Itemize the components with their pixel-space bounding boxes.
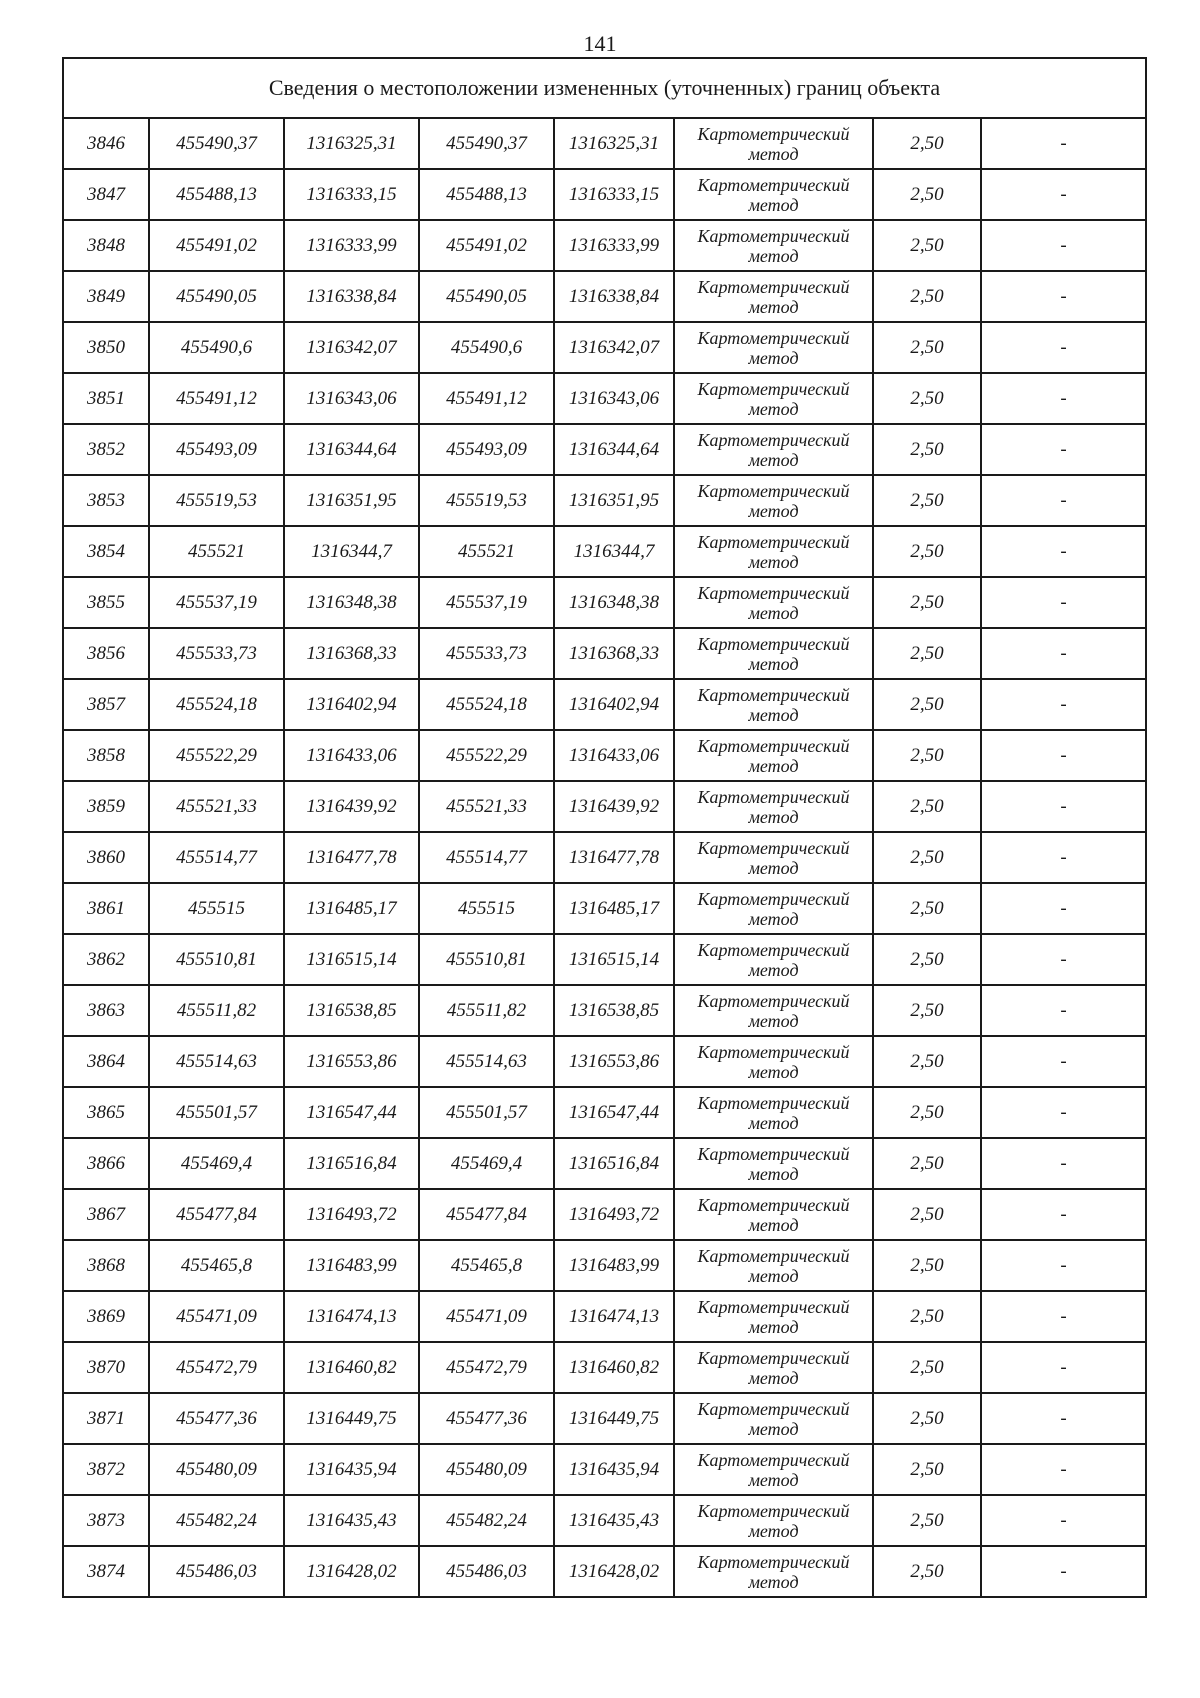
accuracy-cell: 2,50 [873, 220, 981, 271]
y-new-cell: 1316435,43 [554, 1495, 674, 1546]
accuracy-cell: 2,50 [873, 832, 981, 883]
table-row [63, 781, 1146, 832]
description-cell: - [981, 169, 1146, 220]
y-new-cell: 1316338,84 [554, 271, 674, 322]
accuracy-cell: 2,50 [873, 1087, 981, 1138]
y-new-cell: 1316342,07 [554, 322, 674, 373]
y-new-cell: 1316538,85 [554, 985, 674, 1036]
point-number-cell: 3858 [63, 730, 149, 781]
x-old-cell: 455514,77 [149, 832, 284, 883]
table-row [63, 628, 1146, 679]
x-new-cell: 455477,36 [419, 1393, 554, 1444]
method-cell: Картометрический метод [674, 1240, 873, 1291]
point-number-cell: 3864 [63, 1036, 149, 1087]
x-new-cell: 455471,09 [419, 1291, 554, 1342]
y-new-cell: 1316493,72 [554, 1189, 674, 1240]
y-old-cell: 1316435,43 [284, 1495, 419, 1546]
y-old-cell: 1316477,78 [284, 832, 419, 883]
y-old-cell: 1316493,72 [284, 1189, 419, 1240]
method-cell: Картометрический метод [674, 730, 873, 781]
x-new-cell: 455465,8 [419, 1240, 554, 1291]
description-cell: - [981, 577, 1146, 628]
method-cell: Картометрический метод [674, 1087, 873, 1138]
point-number-cell: 3861 [63, 883, 149, 934]
method-cell: Картометрический метод [674, 1393, 873, 1444]
x-old-cell: 455490,37 [149, 118, 284, 169]
y-old-cell: 1316474,13 [284, 1291, 419, 1342]
x-new-cell: 455537,19 [419, 577, 554, 628]
table-row [63, 526, 1146, 577]
method-cell: Картометрический метод [674, 934, 873, 985]
y-new-cell: 1316516,84 [554, 1138, 674, 1189]
y-old-cell: 1316342,07 [284, 322, 419, 373]
x-new-cell: 455510,81 [419, 934, 554, 985]
y-old-cell: 1316333,99 [284, 220, 419, 271]
x-new-cell: 455491,02 [419, 220, 554, 271]
description-cell: - [981, 1036, 1146, 1087]
y-new-cell: 1316343,06 [554, 373, 674, 424]
method-cell: Картометрический метод [674, 1342, 873, 1393]
point-number-cell: 3873 [63, 1495, 149, 1546]
y-new-cell: 1316333,99 [554, 220, 674, 271]
description-cell: - [981, 1087, 1146, 1138]
description-cell: - [981, 934, 1146, 985]
y-new-cell: 1316333,15 [554, 169, 674, 220]
table-row [63, 1342, 1146, 1393]
method-cell: Картометрический метод [674, 424, 873, 475]
x-old-cell: 455490,6 [149, 322, 284, 373]
y-old-cell: 1316348,38 [284, 577, 419, 628]
y-new-cell: 1316402,94 [554, 679, 674, 730]
description-cell: - [981, 730, 1146, 781]
table-row [63, 832, 1146, 883]
description-cell: - [981, 679, 1146, 730]
table-row [63, 169, 1146, 220]
method-cell: Картометрический метод [674, 322, 873, 373]
x-new-cell: 455519,53 [419, 475, 554, 526]
y-new-cell: 1316547,44 [554, 1087, 674, 1138]
x-old-cell: 455482,24 [149, 1495, 284, 1546]
x-old-cell: 455537,19 [149, 577, 284, 628]
table-row [63, 1546, 1146, 1597]
y-old-cell: 1316516,84 [284, 1138, 419, 1189]
method-cell: Картометрический метод [674, 1189, 873, 1240]
x-old-cell: 455490,05 [149, 271, 284, 322]
description-cell: - [981, 883, 1146, 934]
table-row [63, 1087, 1146, 1138]
accuracy-cell: 2,50 [873, 628, 981, 679]
x-old-cell: 455519,53 [149, 475, 284, 526]
description-cell: - [981, 475, 1146, 526]
y-old-cell: 1316485,17 [284, 883, 419, 934]
method-cell: Картометрический метод [674, 577, 873, 628]
x-old-cell: 455533,73 [149, 628, 284, 679]
y-old-cell: 1316439,92 [284, 781, 419, 832]
y-new-cell: 1316477,78 [554, 832, 674, 883]
point-number-cell: 3868 [63, 1240, 149, 1291]
table-row [63, 220, 1146, 271]
point-number-cell: 3866 [63, 1138, 149, 1189]
description-cell: - [981, 832, 1146, 883]
y-new-cell: 1316449,75 [554, 1393, 674, 1444]
table-body [63, 58, 1146, 1597]
accuracy-cell: 2,50 [873, 1495, 981, 1546]
table-row [63, 322, 1146, 373]
x-old-cell: 455514,63 [149, 1036, 284, 1087]
method-cell: Картометрический метод [674, 1291, 873, 1342]
y-new-cell: 1316351,95 [554, 475, 674, 526]
point-number-cell: 3859 [63, 781, 149, 832]
description-cell: - [981, 322, 1146, 373]
y-new-cell: 1316428,02 [554, 1546, 674, 1597]
y-old-cell: 1316344,64 [284, 424, 419, 475]
method-cell: Картометрический метод [674, 1036, 873, 1087]
y-old-cell: 1316325,31 [284, 118, 419, 169]
y-old-cell: 1316483,99 [284, 1240, 419, 1291]
method-cell: Картометрический метод [674, 373, 873, 424]
x-old-cell: 455510,81 [149, 934, 284, 985]
accuracy-cell: 2,50 [873, 934, 981, 985]
description-cell: - [981, 1342, 1146, 1393]
point-number-cell: 3860 [63, 832, 149, 883]
accuracy-cell: 2,50 [873, 1240, 981, 1291]
x-old-cell: 455521,33 [149, 781, 284, 832]
y-new-cell: 1316325,31 [554, 118, 674, 169]
x-new-cell: 455486,03 [419, 1546, 554, 1597]
point-number-cell: 3867 [63, 1189, 149, 1240]
y-old-cell: 1316333,15 [284, 169, 419, 220]
method-cell: Картометрический метод [674, 679, 873, 730]
x-old-cell: 455491,12 [149, 373, 284, 424]
accuracy-cell: 2,50 [873, 1291, 981, 1342]
description-cell: - [981, 1393, 1146, 1444]
table-row [63, 271, 1146, 322]
x-old-cell: 455486,03 [149, 1546, 284, 1597]
boundary-coordinates-table [62, 57, 1147, 1598]
method-cell: Картометрический метод [674, 781, 873, 832]
accuracy-cell: 2,50 [873, 1036, 981, 1087]
table-row [63, 1036, 1146, 1087]
table-row [63, 730, 1146, 781]
x-old-cell: 455515 [149, 883, 284, 934]
x-old-cell: 455493,09 [149, 424, 284, 475]
point-number-cell: 3871 [63, 1393, 149, 1444]
x-new-cell: 455514,77 [419, 832, 554, 883]
accuracy-cell: 2,50 [873, 1393, 981, 1444]
point-number-cell: 3857 [63, 679, 149, 730]
x-new-cell: 455522,29 [419, 730, 554, 781]
x-old-cell: 455465,8 [149, 1240, 284, 1291]
x-old-cell: 455522,29 [149, 730, 284, 781]
accuracy-cell: 2,50 [873, 1546, 981, 1597]
y-new-cell: 1316348,38 [554, 577, 674, 628]
accuracy-cell: 2,50 [873, 1138, 981, 1189]
point-number-cell: 3855 [63, 577, 149, 628]
x-old-cell: 455521 [149, 526, 284, 577]
description-cell: - [981, 271, 1146, 322]
y-new-cell: 1316435,94 [554, 1444, 674, 1495]
y-old-cell: 1316435,94 [284, 1444, 419, 1495]
x-new-cell: 455524,18 [419, 679, 554, 730]
accuracy-cell: 2,50 [873, 271, 981, 322]
accuracy-cell: 2,50 [873, 424, 981, 475]
y-new-cell: 1316344,64 [554, 424, 674, 475]
x-old-cell: 455471,09 [149, 1291, 284, 1342]
x-new-cell: 455521,33 [419, 781, 554, 832]
table-row [63, 1240, 1146, 1291]
y-old-cell: 1316344,7 [284, 526, 419, 577]
y-old-cell: 1316338,84 [284, 271, 419, 322]
x-old-cell: 455477,36 [149, 1393, 284, 1444]
description-cell: - [981, 1291, 1146, 1342]
y-old-cell: 1316515,14 [284, 934, 419, 985]
x-new-cell: 455469,4 [419, 1138, 554, 1189]
description-cell: - [981, 1444, 1146, 1495]
description-cell: - [981, 118, 1146, 169]
point-number-cell: 3872 [63, 1444, 149, 1495]
description-cell: - [981, 526, 1146, 577]
point-number-cell: 3865 [63, 1087, 149, 1138]
accuracy-cell: 2,50 [873, 883, 981, 934]
description-cell: - [981, 781, 1146, 832]
accuracy-cell: 2,50 [873, 679, 981, 730]
point-number-cell: 3870 [63, 1342, 149, 1393]
method-cell: Картометрический метод [674, 1138, 873, 1189]
table-row [63, 1291, 1146, 1342]
description-cell: - [981, 220, 1146, 271]
y-old-cell: 1316368,33 [284, 628, 419, 679]
method-cell: Картометрический метод [674, 220, 873, 271]
x-old-cell: 455477,84 [149, 1189, 284, 1240]
x-new-cell: 455511,82 [419, 985, 554, 1036]
x-new-cell: 455477,84 [419, 1189, 554, 1240]
point-number-cell: 3850 [63, 322, 149, 373]
method-cell: Картометрический метод [674, 475, 873, 526]
point-number-cell: 3856 [63, 628, 149, 679]
description-cell: - [981, 985, 1146, 1036]
y-old-cell: 1316343,06 [284, 373, 419, 424]
y-new-cell: 1316515,14 [554, 934, 674, 985]
point-number-cell: 3848 [63, 220, 149, 271]
x-old-cell: 455472,79 [149, 1342, 284, 1393]
table-row [63, 475, 1146, 526]
point-number-cell: 3862 [63, 934, 149, 985]
x-new-cell: 455490,6 [419, 322, 554, 373]
y-new-cell: 1316553,86 [554, 1036, 674, 1087]
x-old-cell: 455469,4 [149, 1138, 284, 1189]
accuracy-cell: 2,50 [873, 322, 981, 373]
point-number-cell: 3874 [63, 1546, 149, 1597]
method-cell: Картометрический метод [674, 271, 873, 322]
accuracy-cell: 2,50 [873, 1342, 981, 1393]
accuracy-cell: 2,50 [873, 526, 981, 577]
method-cell: Картометрический метод [674, 1444, 873, 1495]
description-cell: - [981, 1546, 1146, 1597]
point-number-cell: 3854 [63, 526, 149, 577]
method-cell: Картометрический метод [674, 169, 873, 220]
x-new-cell: 455515 [419, 883, 554, 934]
point-number-cell: 3846 [63, 118, 149, 169]
description-cell: - [981, 424, 1146, 475]
method-cell: Картометрический метод [674, 526, 873, 577]
x-new-cell: 455488,13 [419, 169, 554, 220]
accuracy-cell: 2,50 [873, 118, 981, 169]
x-old-cell: 455488,13 [149, 169, 284, 220]
table-row [63, 118, 1146, 169]
table-row [63, 1189, 1146, 1240]
x-old-cell: 455480,09 [149, 1444, 284, 1495]
x-new-cell: 455533,73 [419, 628, 554, 679]
table-row [63, 1393, 1146, 1444]
y-new-cell: 1316439,92 [554, 781, 674, 832]
accuracy-cell: 2,50 [873, 373, 981, 424]
x-new-cell: 455501,57 [419, 1087, 554, 1138]
y-old-cell: 1316402,94 [284, 679, 419, 730]
y-old-cell: 1316351,95 [284, 475, 419, 526]
method-cell: Картометрический метод [674, 1495, 873, 1546]
x-new-cell: 455480,09 [419, 1444, 554, 1495]
method-cell: Картометрический метод [674, 832, 873, 883]
table-title: Сведения о местоположении измененных (уточненных) границ объекта [63, 58, 1146, 118]
table-row [63, 679, 1146, 730]
description-cell: - [981, 1240, 1146, 1291]
point-number-cell: 3869 [63, 1291, 149, 1342]
method-cell: Картометрический метод [674, 985, 873, 1036]
description-cell: - [981, 373, 1146, 424]
x-new-cell: 455490,37 [419, 118, 554, 169]
accuracy-cell: 2,50 [873, 781, 981, 832]
point-number-cell: 3847 [63, 169, 149, 220]
accuracy-cell: 2,50 [873, 1189, 981, 1240]
y-old-cell: 1316449,75 [284, 1393, 419, 1444]
table-row [63, 1444, 1146, 1495]
method-cell: Картометрический метод [674, 118, 873, 169]
description-cell: - [981, 1189, 1146, 1240]
table-row [63, 1138, 1146, 1189]
table-row [63, 424, 1146, 475]
table-row [63, 373, 1146, 424]
y-new-cell: 1316460,82 [554, 1342, 674, 1393]
x-old-cell: 455501,57 [149, 1087, 284, 1138]
accuracy-cell: 2,50 [873, 577, 981, 628]
description-cell: - [981, 1138, 1146, 1189]
accuracy-cell: 2,50 [873, 475, 981, 526]
y-old-cell: 1316538,85 [284, 985, 419, 1036]
x-new-cell: 455490,05 [419, 271, 554, 322]
table-row [63, 934, 1146, 985]
description-cell: - [981, 1495, 1146, 1546]
y-old-cell: 1316428,02 [284, 1546, 419, 1597]
table-row [63, 577, 1146, 628]
x-new-cell: 455472,79 [419, 1342, 554, 1393]
accuracy-cell: 2,50 [873, 730, 981, 781]
table-row [63, 883, 1146, 934]
point-number-cell: 3852 [63, 424, 149, 475]
accuracy-cell: 2,50 [873, 985, 981, 1036]
point-number-cell: 3853 [63, 475, 149, 526]
page-number: 141 [583, 31, 617, 56]
y-new-cell: 1316433,06 [554, 730, 674, 781]
x-old-cell: 455524,18 [149, 679, 284, 730]
accuracy-cell: 2,50 [873, 1444, 981, 1495]
x-new-cell: 455491,12 [419, 373, 554, 424]
y-new-cell: 1316483,99 [554, 1240, 674, 1291]
point-number-cell: 3851 [63, 373, 149, 424]
y-old-cell: 1316433,06 [284, 730, 419, 781]
x-new-cell: 455482,24 [419, 1495, 554, 1546]
y-new-cell: 1316344,7 [554, 526, 674, 577]
table-row [63, 1495, 1146, 1546]
table-row [63, 985, 1146, 1036]
y-old-cell: 1316553,86 [284, 1036, 419, 1087]
y-old-cell: 1316460,82 [284, 1342, 419, 1393]
y-new-cell: 1316474,13 [554, 1291, 674, 1342]
point-number-cell: 3849 [63, 271, 149, 322]
x-new-cell: 455521 [419, 526, 554, 577]
accuracy-cell: 2,50 [873, 169, 981, 220]
x-old-cell: 455491,02 [149, 220, 284, 271]
x-old-cell: 455511,82 [149, 985, 284, 1036]
description-cell: - [981, 628, 1146, 679]
x-new-cell: 455514,63 [419, 1036, 554, 1087]
point-number-cell: 3863 [63, 985, 149, 1036]
method-cell: Картометрический метод [674, 1546, 873, 1597]
x-new-cell: 455493,09 [419, 424, 554, 475]
method-cell: Картометрический метод [674, 883, 873, 934]
table-title-row [63, 58, 1146, 118]
y-new-cell: 1316485,17 [554, 883, 674, 934]
method-cell: Картометрический метод [674, 628, 873, 679]
y-new-cell: 1316368,33 [554, 628, 674, 679]
y-old-cell: 1316547,44 [284, 1087, 419, 1138]
